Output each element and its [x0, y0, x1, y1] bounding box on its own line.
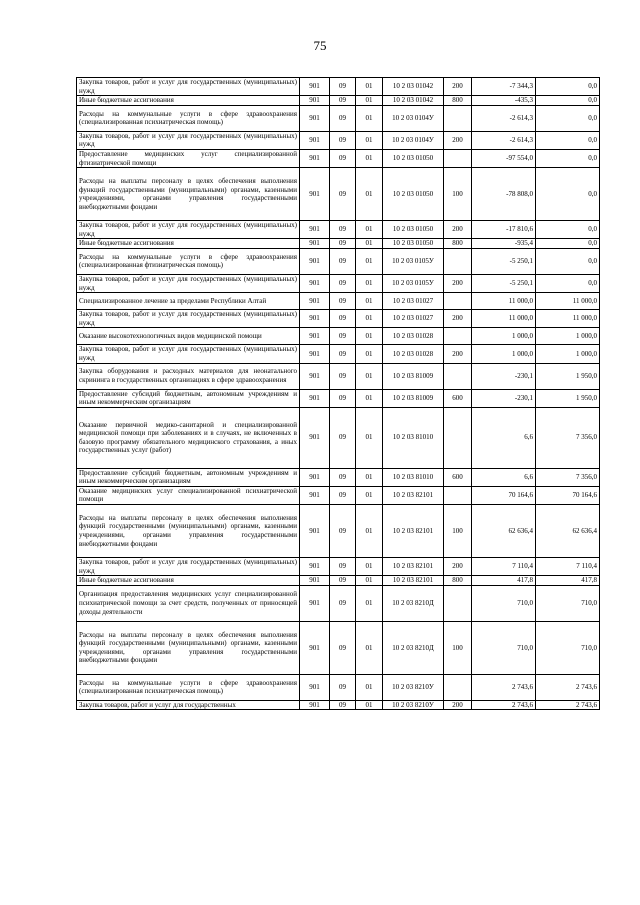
row-amount-change: 70 164,6	[472, 486, 536, 504]
row-amount-total: 710,0	[536, 621, 600, 674]
row-amount-change: 710,0	[472, 621, 536, 674]
row-subsection-code: 01	[356, 621, 383, 674]
row-section-code: 09	[330, 486, 356, 504]
row-amount-change: 7 110,4	[472, 558, 536, 576]
row-amount-total: 11 000,0	[536, 310, 600, 328]
row-section-code: 09	[330, 576, 356, 586]
row-ministry-code: 901	[300, 558, 330, 576]
row-name: Закупка товаров, работ и услуг для государственных (муниципальных) нужд	[77, 558, 300, 576]
row-subsection-code: 01	[356, 293, 383, 310]
row-section-code: 09	[330, 389, 356, 407]
row-amount-total: 0,0	[536, 248, 600, 274]
row-amount-total: 2 743,6	[536, 674, 600, 700]
row-section-code: 09	[330, 700, 356, 710]
table-row	[77, 486, 600, 504]
row-section-code: 09	[330, 168, 356, 221]
table-row	[77, 585, 600, 621]
row-target-code: 10 2 03 0104У	[383, 131, 444, 149]
row-subsection-code: 01	[356, 248, 383, 274]
row-ministry-code: 901	[300, 131, 330, 149]
table-row	[77, 293, 600, 310]
budget-table-body	[77, 78, 600, 710]
row-ministry-code: 901	[300, 274, 330, 292]
row-section-code: 09	[330, 363, 356, 389]
row-target-code: 10 2 03 01050	[383, 168, 444, 221]
row-expense-type-code: 200	[444, 558, 472, 576]
row-subsection-code: 01	[356, 168, 383, 221]
table-row	[77, 328, 600, 345]
row-ministry-code: 901	[300, 576, 330, 586]
row-section-code: 09	[330, 221, 356, 239]
row-expense-type-code: 800	[444, 239, 472, 249]
row-subsection-code: 01	[356, 585, 383, 621]
row-amount-total: 0,0	[536, 96, 600, 106]
row-target-code: 10 2 03 81010	[383, 468, 444, 486]
row-section-code: 09	[330, 274, 356, 292]
row-amount-total: 417,8	[536, 576, 600, 586]
row-amount-total: 11 000,0	[536, 293, 600, 310]
row-name: Закупка товаров, работ и услуг для государственных (муниципальных) нужд	[77, 274, 300, 292]
row-amount-change: 11 000,0	[472, 293, 536, 310]
row-section-code: 09	[330, 96, 356, 106]
row-target-code: 10 2 03 01027	[383, 293, 444, 310]
row-target-code: 10 2 03 82101	[383, 576, 444, 586]
row-ministry-code: 901	[300, 248, 330, 274]
row-ministry-code: 901	[300, 363, 330, 389]
row-name: Закупка товаров, работ и услуг для государственных (муниципальных) нужд	[77, 310, 300, 328]
row-ministry-code: 901	[300, 78, 330, 96]
row-subsection-code: 01	[356, 310, 383, 328]
row-ministry-code: 901	[300, 505, 330, 558]
row-amount-change: 1 000,0	[472, 345, 536, 363]
table-row	[77, 96, 600, 106]
row-amount-total: 7 356,0	[536, 407, 600, 468]
row-section-code: 09	[330, 78, 356, 96]
row-subsection-code: 01	[356, 558, 383, 576]
row-ministry-code: 901	[300, 168, 330, 221]
row-ministry-code: 901	[300, 345, 330, 363]
page-number: 75	[313, 38, 327, 53]
row-name: Закупка оборудования и расходных материалов для неонатального скрининга в государственных организациях в сфере здравоохранения	[77, 363, 300, 389]
row-expense-type-code	[444, 674, 472, 700]
row-subsection-code: 01	[356, 239, 383, 249]
row-section-code: 09	[330, 310, 356, 328]
row-expense-type-code	[444, 486, 472, 504]
row-target-code: 10 2 03 8210У	[383, 700, 444, 710]
row-subsection-code: 01	[356, 486, 383, 504]
row-expense-type-code: 100	[444, 505, 472, 558]
row-name: Расходы на выплаты персоналу в целях обеспечения выполнения функций государственными (муниципальными) органами, казенными учреждениями, органами управления государственными внебюджетными фондами	[77, 621, 300, 674]
row-target-code: 10 2 03 8210Д	[383, 621, 444, 674]
row-target-code: 10 2 03 01050	[383, 149, 444, 167]
row-section-code: 09	[330, 248, 356, 274]
table-row	[77, 239, 600, 249]
row-subsection-code: 01	[356, 96, 383, 106]
row-target-code: 10 2 03 01042	[383, 78, 444, 96]
row-amount-total: 1 950,0	[536, 389, 600, 407]
row-ministry-code: 901	[300, 389, 330, 407]
row-amount-change: -17 810,6	[472, 221, 536, 239]
table-row	[77, 505, 600, 558]
row-target-code: 10 2 03 0104У	[383, 105, 444, 131]
row-subsection-code: 01	[356, 221, 383, 239]
row-name: Предоставление медицинских услуг специализированной фтизиатрической помощи	[77, 149, 300, 167]
row-ministry-code: 901	[300, 310, 330, 328]
row-subsection-code: 01	[356, 328, 383, 345]
budget-table	[76, 77, 600, 710]
table-row	[77, 345, 600, 363]
row-amount-total: 70 164,6	[536, 486, 600, 504]
row-amount-change: -2 614,3	[472, 105, 536, 131]
row-name: Закупка товаров, работ и услуг для государственных (муниципальных) нужд	[77, 131, 300, 149]
row-ministry-code: 901	[300, 96, 330, 106]
row-amount-change: 417,8	[472, 576, 536, 586]
table-row	[77, 78, 600, 96]
table-row	[77, 407, 600, 468]
row-target-code: 10 2 03 01028	[383, 345, 444, 363]
row-name: Расходы на выплаты персоналу в целях обеспечения выполнения функций государственными (муниципальными) органами, казенными учреждениями, органами управления государственными внебюджетными фондами	[77, 168, 300, 221]
row-ministry-code: 901	[300, 105, 330, 131]
row-name: Оказание медицинских услуг специализированной психиатрической помощи	[77, 486, 300, 504]
row-expense-type-code: 200	[444, 310, 472, 328]
row-section-code: 09	[330, 468, 356, 486]
table-row	[77, 221, 600, 239]
row-amount-change: -2 614,3	[472, 131, 536, 149]
row-name: Закупка товаров, работ и услуг для государственных (муниципальных) нужд	[77, 221, 300, 239]
row-section-code: 09	[330, 328, 356, 345]
row-expense-type-code	[444, 248, 472, 274]
row-subsection-code: 01	[356, 131, 383, 149]
row-amount-total: 2 743,6	[536, 700, 600, 710]
row-expense-type-code: 600	[444, 468, 472, 486]
row-name: Закупка товаров, работ и услуг для государственных (муниципальных) нужд	[77, 345, 300, 363]
row-ministry-code: 901	[300, 700, 330, 710]
row-amount-total: 62 636,4	[536, 505, 600, 558]
row-amount-change: -935,4	[472, 239, 536, 249]
table-row	[77, 168, 600, 221]
row-expense-type-code: 200	[444, 221, 472, 239]
row-expense-type-code: 800	[444, 576, 472, 586]
row-ministry-code: 901	[300, 621, 330, 674]
row-name: Иные бюджетные ассигнования	[77, 96, 300, 106]
row-section-code: 09	[330, 131, 356, 149]
table-row	[77, 558, 600, 576]
row-amount-change: -230,1	[472, 389, 536, 407]
row-target-code: 10 2 03 01050	[383, 239, 444, 249]
row-expense-type-code: 600	[444, 389, 472, 407]
row-expense-type-code	[444, 363, 472, 389]
row-ministry-code: 901	[300, 239, 330, 249]
row-name: Расходы на коммунальные услуги в сфере здравоохранения (специализированная психиатрическая помощь)	[77, 674, 300, 700]
row-target-code: 10 2 03 81010	[383, 407, 444, 468]
row-expense-type-code	[444, 585, 472, 621]
row-expense-type-code: 200	[444, 274, 472, 292]
row-name: Иные бюджетные ассигнования	[77, 239, 300, 249]
row-expense-type-code: 100	[444, 168, 472, 221]
row-amount-total: 0,0	[536, 149, 600, 167]
row-target-code: 10 2 03 82101	[383, 505, 444, 558]
row-expense-type-code	[444, 149, 472, 167]
row-amount-total: 0,0	[536, 131, 600, 149]
row-section-code: 09	[330, 558, 356, 576]
row-ministry-code: 901	[300, 585, 330, 621]
row-amount-total: 710,0	[536, 585, 600, 621]
row-name: Расходы на выплаты персоналу в целях обеспечения выполнения функций государственными (муниципальными) органами, казенными учреждениями, органами управления государственными внебюджетными фондами	[77, 505, 300, 558]
row-section-code: 09	[330, 505, 356, 558]
row-target-code: 10 2 03 81009	[383, 389, 444, 407]
row-target-code: 10 2 03 01042	[383, 96, 444, 106]
row-amount-change: 6,6	[472, 407, 536, 468]
row-ministry-code: 901	[300, 328, 330, 345]
row-name: Предоставление субсидий бюджетным, автономным учреждениям и иным некоммерческим организациям	[77, 389, 300, 407]
table-row	[77, 389, 600, 407]
row-amount-change: -78 808,0	[472, 168, 536, 221]
row-amount-total: 0,0	[536, 105, 600, 131]
row-amount-change: -435,3	[472, 96, 536, 106]
row-section-code: 09	[330, 239, 356, 249]
row-subsection-code: 01	[356, 468, 383, 486]
row-amount-total: 7 356,0	[536, 468, 600, 486]
row-amount-change: 2 743,6	[472, 674, 536, 700]
row-subsection-code: 01	[356, 674, 383, 700]
row-amount-total: 1 000,0	[536, 328, 600, 345]
table-row	[77, 700, 600, 710]
row-section-code: 09	[330, 585, 356, 621]
row-name: Иные бюджетные ассигнования	[77, 576, 300, 586]
row-expense-type-code: 100	[444, 621, 472, 674]
row-amount-change: -230,1	[472, 363, 536, 389]
row-subsection-code: 01	[356, 105, 383, 131]
table-row	[77, 310, 600, 328]
table-row	[77, 621, 600, 674]
row-name: Расходы на коммунальные услуги в сфере здравоохранения (специализированная фтизиатрическая помощь)	[77, 248, 300, 274]
row-expense-type-code	[444, 293, 472, 310]
row-amount-change: 710,0	[472, 585, 536, 621]
row-target-code: 10 2 03 01028	[383, 328, 444, 345]
table-row	[77, 468, 600, 486]
row-ministry-code: 901	[300, 221, 330, 239]
row-section-code: 09	[330, 105, 356, 131]
row-subsection-code: 01	[356, 576, 383, 586]
row-subsection-code: 01	[356, 389, 383, 407]
row-target-code: 10 2 03 82101	[383, 558, 444, 576]
row-section-code: 09	[330, 407, 356, 468]
row-subsection-code: 01	[356, 505, 383, 558]
row-name: Организация предоставления медицинских услуг специализированной психиатрической помощи за счет средств, полученных от приносящей доходы деятельности	[77, 585, 300, 621]
row-expense-type-code: 200	[444, 700, 472, 710]
row-amount-change: -7 344,3	[472, 78, 536, 96]
table-row	[77, 105, 600, 131]
row-section-code: 09	[330, 345, 356, 363]
row-target-code: 10 2 03 81009	[383, 363, 444, 389]
row-ministry-code: 901	[300, 149, 330, 167]
row-ministry-code: 901	[300, 486, 330, 504]
row-name: Предоставление субсидий бюджетным, автономным учреждениям и иным некоммерческим организациям	[77, 468, 300, 486]
row-name: Оказание высокотехнологичных видов медицинской помощи	[77, 328, 300, 345]
row-name: Закупка товаров, работ и услуг для государственных (муниципальных) нужд	[77, 78, 300, 96]
row-section-code: 09	[330, 293, 356, 310]
row-name: Закупка товаров, работ и услуг для государственных	[77, 700, 300, 710]
row-target-code: 10 2 03 0105У	[383, 248, 444, 274]
row-expense-type-code	[444, 105, 472, 131]
row-name: Специализированное лечение за пределами Республики Алтай	[77, 293, 300, 310]
row-expense-type-code	[444, 407, 472, 468]
row-amount-change: 1 000,0	[472, 328, 536, 345]
row-target-code: 10 2 03 82101	[383, 486, 444, 504]
row-expense-type-code: 200	[444, 345, 472, 363]
row-amount-change: -97 554,0	[472, 149, 536, 167]
row-amount-total: 0,0	[536, 274, 600, 292]
row-amount-change: -5 250,1	[472, 248, 536, 274]
row-subsection-code: 01	[356, 149, 383, 167]
row-expense-type-code: 800	[444, 96, 472, 106]
row-ministry-code: 901	[300, 293, 330, 310]
row-section-code: 09	[330, 674, 356, 700]
row-subsection-code: 01	[356, 700, 383, 710]
row-amount-total: 0,0	[536, 168, 600, 221]
row-amount-total: 0,0	[536, 221, 600, 239]
row-ministry-code: 901	[300, 674, 330, 700]
row-section-code: 09	[330, 149, 356, 167]
table-row	[77, 149, 600, 167]
row-target-code: 10 2 03 01050	[383, 221, 444, 239]
row-section-code: 09	[330, 621, 356, 674]
row-target-code: 10 2 03 8210Д	[383, 585, 444, 621]
row-amount-total: 0,0	[536, 78, 600, 96]
row-target-code: 10 2 03 01027	[383, 310, 444, 328]
table-row	[77, 131, 600, 149]
row-amount-change: 6,6	[472, 468, 536, 486]
row-amount-change: 62 636,4	[472, 505, 536, 558]
row-target-code: 10 2 03 0105У	[383, 274, 444, 292]
row-amount-total: 0,0	[536, 239, 600, 249]
row-target-code: 10 2 03 8210У	[383, 674, 444, 700]
table-row	[77, 576, 600, 586]
table-row	[77, 674, 600, 700]
row-expense-type-code: 200	[444, 131, 472, 149]
row-name: Оказание первичной медико-санитарной и специализированной медицинской помощи при заболеваниях и в случаях, не включенных в базовую программу обязательного медицинского страхования, а иных государственных услуг (работ)	[77, 407, 300, 468]
row-name: Расходы на коммунальные услуги в сфере здравоохранения (специализированная психиатрическая помощь)	[77, 105, 300, 131]
row-amount-change: -5 250,1	[472, 274, 536, 292]
row-subsection-code: 01	[356, 78, 383, 96]
table-row	[77, 274, 600, 292]
row-expense-type-code	[444, 328, 472, 345]
row-amount-total: 1 950,0	[536, 363, 600, 389]
row-subsection-code: 01	[356, 274, 383, 292]
row-subsection-code: 01	[356, 345, 383, 363]
table-row	[77, 363, 600, 389]
row-amount-total: 1 000,0	[536, 345, 600, 363]
row-subsection-code: 01	[356, 363, 383, 389]
row-amount-change: 2 743,6	[472, 700, 536, 710]
row-amount-total: 7 110,4	[536, 558, 600, 576]
row-ministry-code: 901	[300, 407, 330, 468]
row-ministry-code: 901	[300, 468, 330, 486]
row-amount-change: 11 000,0	[472, 310, 536, 328]
table-row	[77, 248, 600, 274]
row-expense-type-code: 200	[444, 78, 472, 96]
row-subsection-code: 01	[356, 407, 383, 468]
